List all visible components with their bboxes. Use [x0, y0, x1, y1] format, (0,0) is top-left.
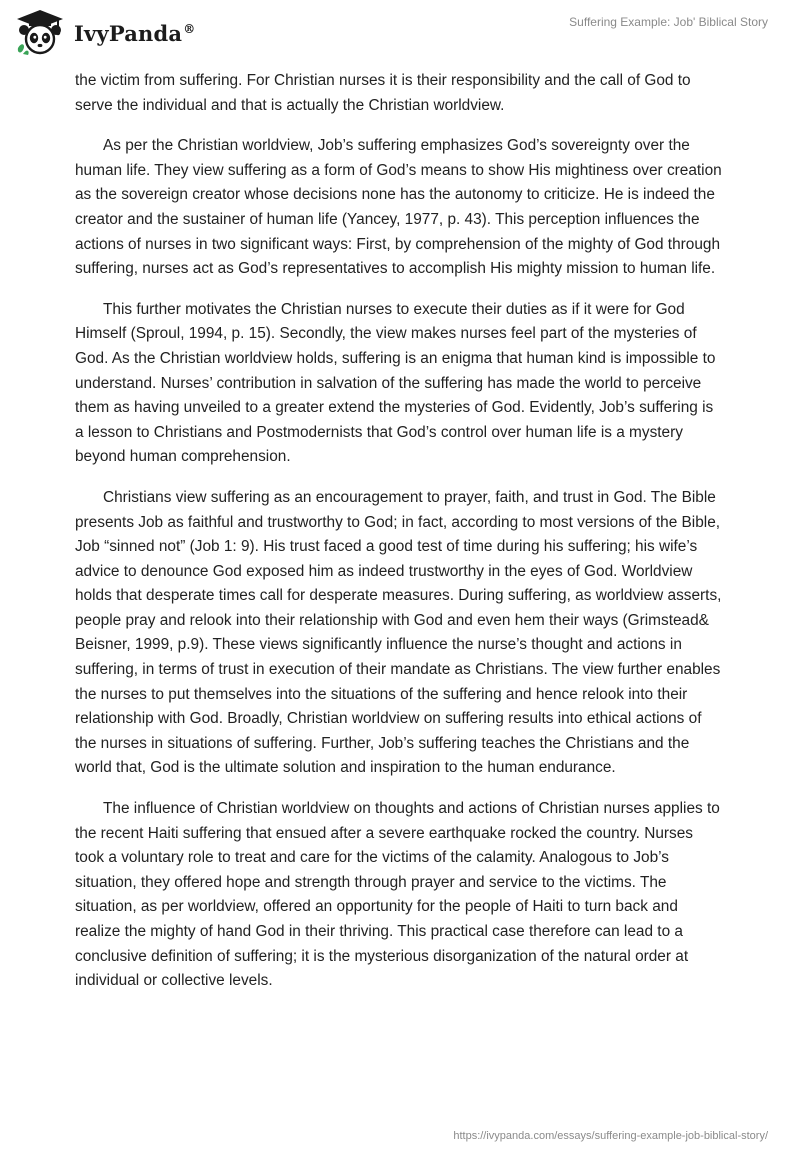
- registered-mark: ®: [183, 21, 196, 36]
- logo-text: [74, 21, 195, 46]
- ivypanda-logo[interactable]: [14, 8, 195, 56]
- panda-graduate-icon: [14, 8, 66, 56]
- paragraph: As per the Christian worldview, Job’s suffering emphasizes God’s sovereignty over the human life. They view suffering as a form of God’s means to show His mightiness over creation as the sovereign creator whose decisions none has the autonomy to criticize. He is indeed the creator and the sustainer of human life (Yancey, 1977, p. 43). This perception influences the actions of nurses in two significant ways: First, by comprehension of the mighty of God through suffering, nurses act as God’s representatives to accomplish His mighty mission to human life.: [75, 137, 722, 278]
- essay-body: [75, 69, 725, 1010]
- page-header: [0, 0, 800, 64]
- paragraph-continuation: the victim from suffering. For Christian nurses it is their responsibility and the call of God to serve the individual and that is actually the Christian worldview.: [75, 72, 691, 114]
- paragraph: This further motivates the Christian nurses to execute their duties as if it were for God Himself (Sproul, 1994, p. 15). Secondly, the view makes nurses feel part of the mysteries of God. As the Christian worldview holds, suffering is an enigma that human kind is impossible to understand. Nurses’ contribution in salvation of the suffering has made the world to perceive them as having unveiled to a greater extend the mysteries of God. Evidently, Job’s suffering is a lesson to Christians and Postmodernists that God’s control over human life is a mystery beyond human comprehension.: [75, 300, 716, 466]
- document-title: Suffering Example: Job' Biblical Story: [569, 15, 768, 29]
- source-url[interactable]: https://ivypanda.com/essays/suffering-example-job-biblical-story/: [453, 1130, 768, 1142]
- paragraph: Christians view suffering as an encouragement to prayer, faith, and trust in God. The Bible presents Job as faithful and trustworthy to God; in fact, according to most versions of the Bible, Job “sinned not” (Job 1: 9). His trust faced a good test of time during his suffering; his wife’s advice to denounce God exposed him as indeed trustworthy in the eyes of God. Worldview holds that desperate times call for desperate measures. During suffering, as worldview asserts, people pray and relook into their relationship with God and even hem their ways (Grimstead& Beisner, 1999, p.9). These views significantly influence the nurse’s thought and actions in suffering, in terms of trust in execution of their mandate as Christians. The view further enables the nurses to put themselves into the situations of the suffering and hence relook into their relationship with God. Broadly, Christian worldview on suffering results into ethical actions of the nurses in situations of suffering. Further, Job’s suffering teaches the Christians and the world that, God is the ultimate solution and inspiration to the human endurance.: [75, 488, 722, 777]
- logo-wordmark: IvyPanda: [74, 20, 183, 46]
- paragraph: The influence of Christian worldview on thoughts and actions of Christian nurses applies to the recent Haiti suffering that ensued after a severe earthquake rocked the country. Nurses took a voluntary role to treat and care for the victims of the calamity. Analogous to Job’s situation, they offered hope and strength through prayer and service to the victims. The situation, as per worldview, offered an opportunity for the people of Haiti to turn back and realize the mighty of hand God in their thriving. This practical case therefore can lead to a conclusive definition of suffering; it is the mysterious disorganization of the natural order at individual or collective levels.: [75, 800, 720, 990]
